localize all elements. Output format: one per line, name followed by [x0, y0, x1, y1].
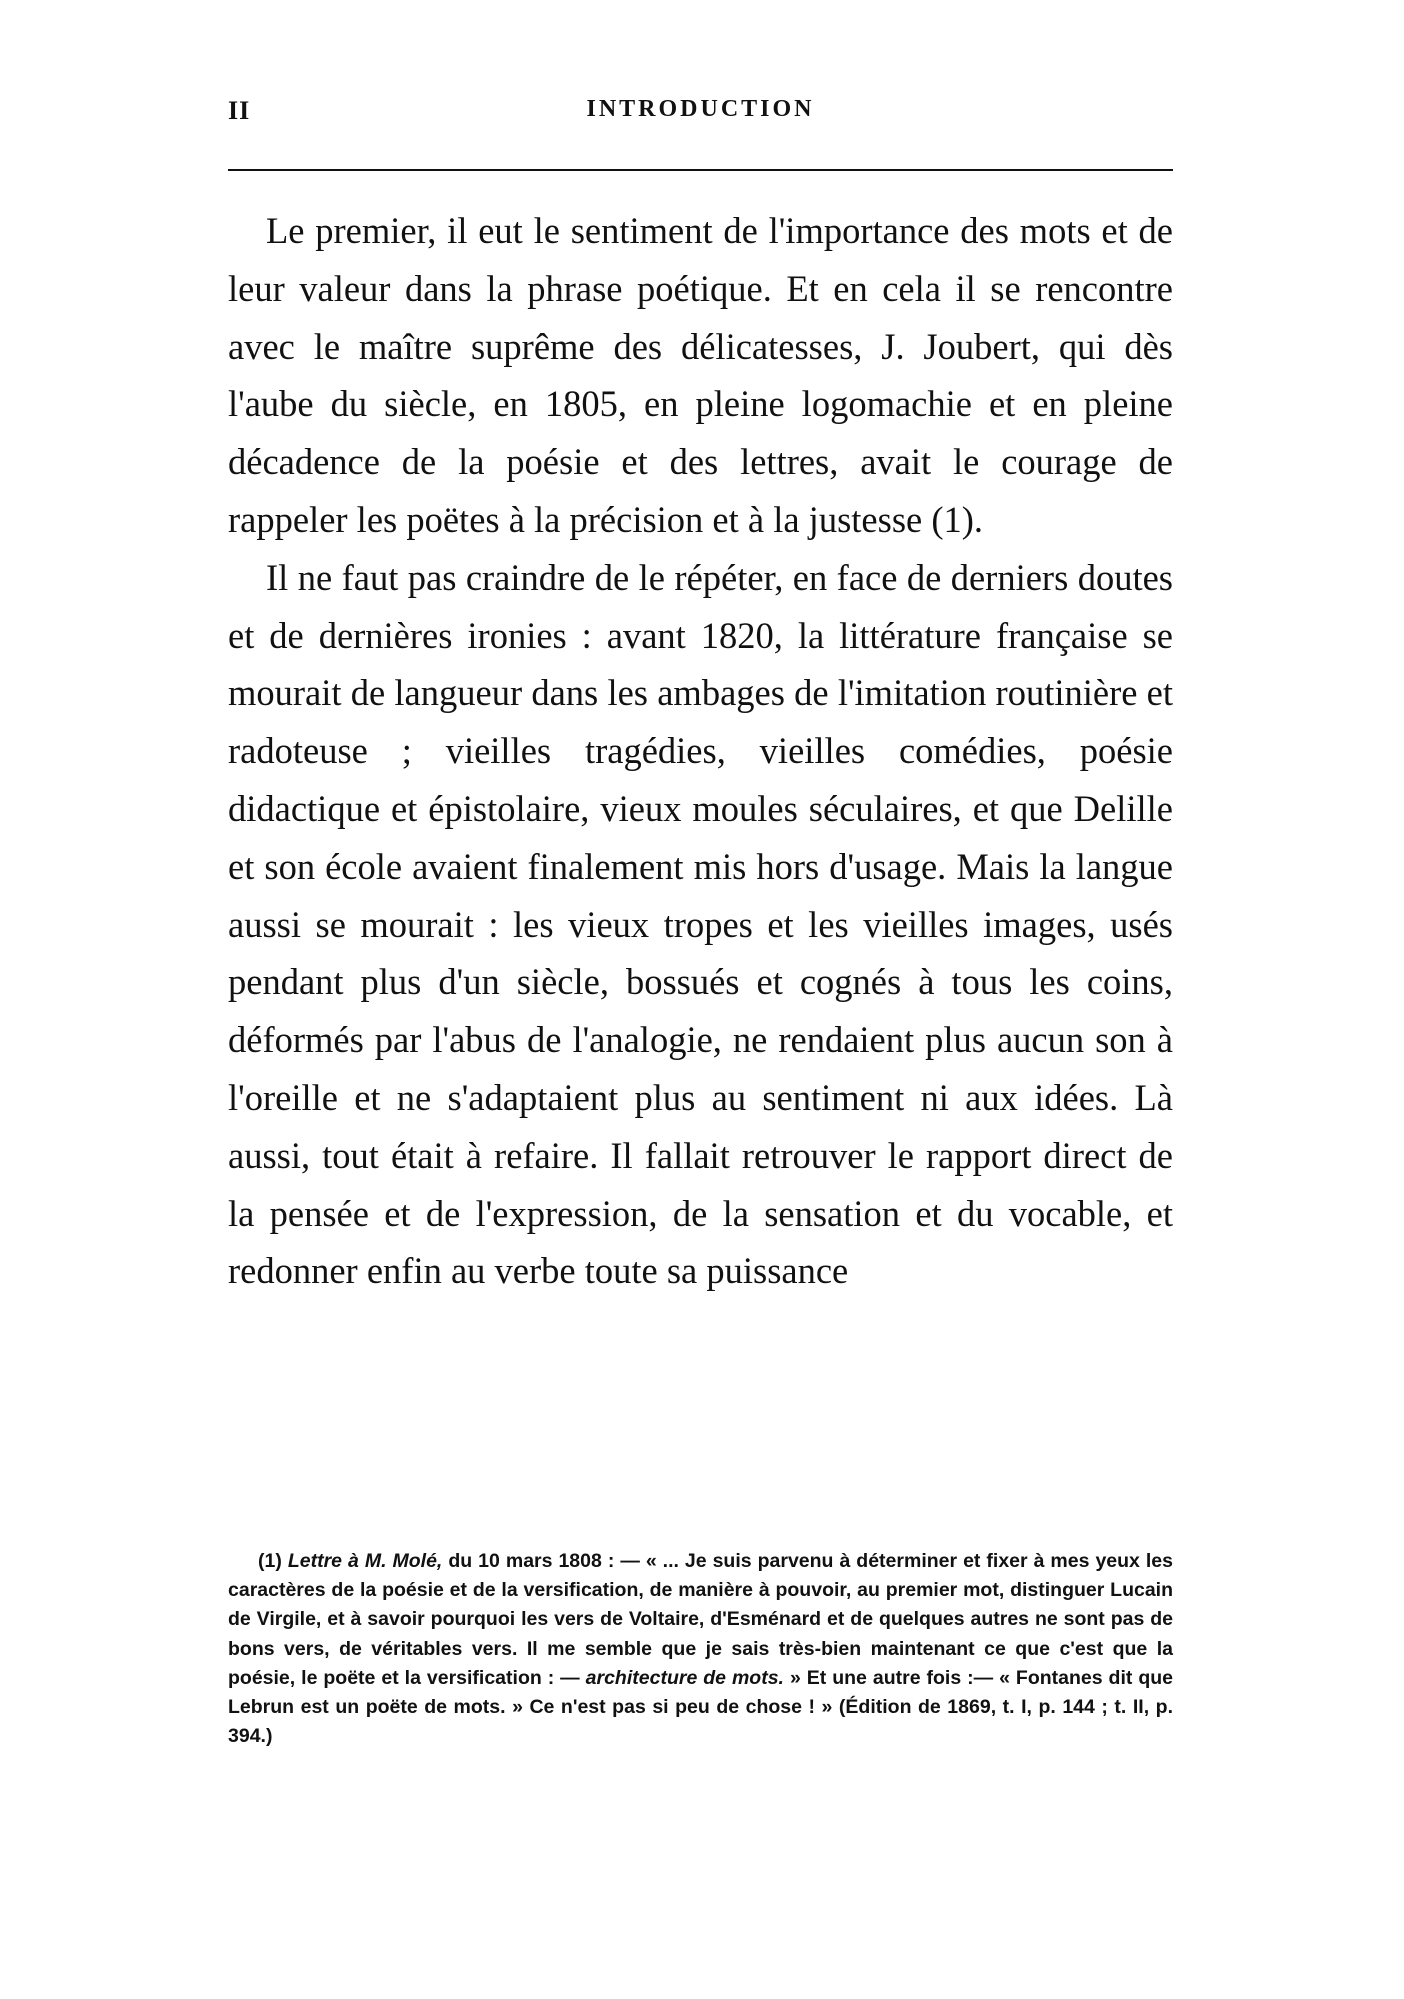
footnote-source: Lettre à M. Molé,: [287, 1550, 443, 1572]
paragraph: Il ne faut pas craindre de le répéter, en face de derniers doutes et de dernières ironies : avant 1820, la littérature française se mourait de langueur dans les ambages de l'imitation routinière et radoteuse ; vieilles tragédies, vieilles comédies, poésie didactique et épistolaire, vieux moules séculaires, et que Delille et son école avaient finalement mis hors d'usage. Mais la langue aussi se mourait : les vieux tropes et les vieilles images, usés pendant plus d'un siècle, bossués et cognés à tous les coins, déformés par l'abus de l'analogie, ne rendaient plus aucun son à l'oreille et ne s'adaptaient plus au sentiment ni aux idées. Là aussi, tout était à refaire. Il fallait retrouver le rapport direct de la pensée et de l'expression, de la sensation et du vocable, et redonner enfin au verbe toute sa puissance: [228, 556, 1173, 1292]
footnote-emphasis: architecture de mots.: [585, 1666, 784, 1689]
paragraph: Le premier, il eut le sentiment de l'importance des mots et de leur valeur dans la phrase poétique. Et en cela il se rencontre avec le maître suprême des délicatesses, J. Joubert, qui dès l'aube du siècle, en 1805, en pleine logomachie et en pleine décadence de la poésie et des lettres, avait le courage de rappeler les poëtes à la précision et à la justesse (1).: [228, 210, 1173, 540]
running-head: [228, 96, 1173, 136]
page-number: II: [228, 96, 251, 125]
footnote-text-continued: » Et une autre fois :— « Fontanes dit que Lebrun est un poëte de mots. » Ce n'est pas si peu de chose ! » (Édition de 1869, t. I, p. 144 ; t. II, p. 394.): [228, 1666, 1173, 1748]
body-text: [228, 202, 1173, 1300]
footnote-marker: (1): [258, 1550, 282, 1572]
footnote-text: du 10 mars 1808 : — « ... Je suis parvenu à déterminer et fixer à mes yeux les caractères de la poésie et de la versification, de manière à pouvoir, au premier mot, distinguer Lucain de Virgile, et à savoir pourquoi les vers de Voltaire, d'Esménard et de quelques autres ne sont pas de bons vers, de véritables vers. Il me semble que je sais très-bien maintenant ce que c'est que la poésie, le poëte et la versification : —: [228, 1550, 1173, 1689]
footnote: [228, 1547, 1173, 1751]
running-title: INTRODUCTION: [586, 96, 815, 122]
footnote-paragraph: [228, 1547, 1173, 1751]
header-rule: [228, 169, 1173, 171]
